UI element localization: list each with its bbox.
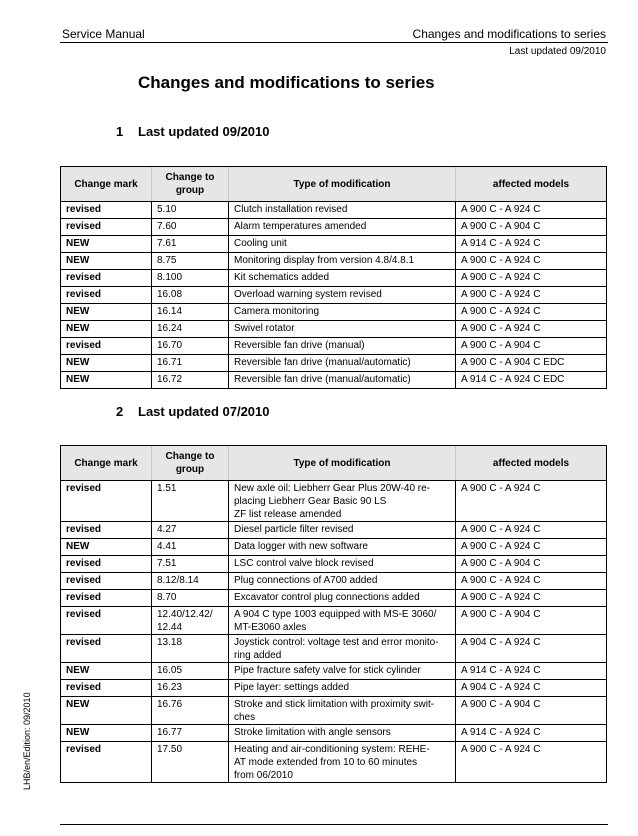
group-cell: 8.70 — [152, 590, 229, 607]
change-mark-cell: revised — [61, 270, 152, 287]
models-cell: A 900 C - A 924 C — [456, 481, 607, 522]
modification-cell: Swivel rotator — [229, 321, 456, 338]
group-cell: 8.75 — [152, 253, 229, 270]
models-cell: A 900 C - A 924 C — [456, 304, 607, 321]
table-row — [61, 680, 607, 697]
change-mark-cell: revised — [61, 635, 152, 663]
modification-cell: Kit schematics added — [229, 270, 456, 287]
table-row — [61, 372, 607, 389]
table-row — [61, 635, 607, 663]
group-cell: 12.40/12.42/ 12.44 — [152, 607, 229, 635]
table-row — [61, 607, 607, 635]
change-mark-cell: NEW — [61, 539, 152, 556]
section-title: Last updated 07/2010 — [138, 404, 270, 419]
change-mark-cell: NEW — [61, 697, 152, 725]
change-mark-cell: revised — [61, 573, 152, 590]
edition-side-text: LHB/en/Edition: 09/2010 — [22, 692, 32, 790]
column-header: Change to group — [152, 167, 229, 202]
table-row — [61, 725, 607, 742]
change-mark-cell: revised — [61, 607, 152, 635]
column-header: affected models — [456, 167, 607, 202]
modification-cell: Heating and air-conditioning system: REHE- AT mode extended from 10 to 60 minutes from 06/2010 — [229, 742, 456, 783]
models-cell: A 900 C - A 904 C — [456, 219, 607, 236]
models-cell: A 904 C - A 924 C — [456, 635, 607, 663]
header-divider — [60, 42, 608, 43]
modification-cell: Joystick control: voltage test and error monito- ring added — [229, 635, 456, 663]
group-cell: 16.23 — [152, 680, 229, 697]
modification-cell: LSC control valve block revised — [229, 556, 456, 573]
change-mark-cell: revised — [61, 338, 152, 355]
table-row — [61, 287, 607, 304]
section-number: 2 — [116, 404, 124, 419]
change-mark-cell: NEW — [61, 725, 152, 742]
change-mark-cell: revised — [61, 287, 152, 304]
table-row — [61, 202, 607, 219]
modification-cell: New axle oil: Liebherr Gear Plus 20W-40 re- placing Liebherr Gear Basic 90 LS ZF list release amended — [229, 481, 456, 522]
change-mark-cell: revised — [61, 680, 152, 697]
section-number: 1 — [116, 124, 124, 139]
models-cell: A 900 C - A 904 C EDC — [456, 355, 607, 372]
change-mark-cell: NEW — [61, 321, 152, 338]
page-title: Changes and modifications to series — [138, 73, 435, 92]
group-cell: 7.61 — [152, 236, 229, 253]
models-cell: A 900 C - A 924 C — [456, 270, 607, 287]
models-cell: A 900 C - A 904 C — [456, 556, 607, 573]
column-header: Change to group — [152, 446, 229, 481]
group-cell: 4.41 — [152, 539, 229, 556]
modification-cell: Data logger with new software — [229, 539, 456, 556]
modification-cell: Cooling unit — [229, 236, 456, 253]
modification-cell: Clutch installation revised — [229, 202, 456, 219]
modification-cell: Diesel particle filter revised — [229, 522, 456, 539]
modification-cell: Pipe fracture safety valve for stick cylinder — [229, 663, 456, 680]
table-row — [61, 573, 607, 590]
change-mark-cell: revised — [61, 522, 152, 539]
table-row — [61, 590, 607, 607]
group-cell: 16.05 — [152, 663, 229, 680]
column-header: Change mark — [61, 446, 152, 481]
group-cell: 5.10 — [152, 202, 229, 219]
section-title: Last updated 09/2010 — [138, 124, 270, 139]
table-row — [61, 663, 607, 680]
section-heading — [116, 404, 270, 419]
change-mark-cell: revised — [61, 590, 152, 607]
group-cell: 16.24 — [152, 321, 229, 338]
table-row — [61, 742, 607, 783]
models-cell: A 900 C - A 924 C — [456, 522, 607, 539]
models-cell: A 904 C - A 924 C — [456, 680, 607, 697]
header-right: Changes and modifications to series — [412, 27, 606, 41]
column-header: Change mark — [61, 167, 152, 202]
group-cell: 8.100 — [152, 270, 229, 287]
table-row — [61, 539, 607, 556]
table-row — [61, 697, 607, 725]
modification-cell: Excavator control plug connections added — [229, 590, 456, 607]
models-cell: A 900 C - A 924 C — [456, 742, 607, 783]
modification-cell: Plug connections of A700 added — [229, 573, 456, 590]
models-cell: A 900 C - A 904 C — [456, 338, 607, 355]
modification-cell: Pipe layer: settings added — [229, 680, 456, 697]
models-cell: A 914 C - A 924 C — [456, 663, 607, 680]
table-row — [61, 270, 607, 287]
change-mark-cell: NEW — [61, 355, 152, 372]
column-header: Type of modification — [229, 167, 456, 202]
table-row — [61, 355, 607, 372]
modification-cell: Reversible fan drive (manual/automatic) — [229, 372, 456, 389]
modification-cell: Reversible fan drive (manual/automatic) — [229, 355, 456, 372]
models-cell: A 900 C - A 904 C — [456, 697, 607, 725]
column-header: Type of modification — [229, 446, 456, 481]
changes-table — [60, 445, 607, 783]
table-row — [61, 304, 607, 321]
table-row — [61, 481, 607, 522]
header-left: Service Manual — [62, 27, 145, 41]
group-cell: 16.77 — [152, 725, 229, 742]
change-mark-cell: revised — [61, 556, 152, 573]
modification-cell: Overload warning system revised — [229, 287, 456, 304]
group-cell: 7.60 — [152, 219, 229, 236]
models-cell: A 914 C - A 924 C EDC — [456, 372, 607, 389]
column-header: affected models — [456, 446, 607, 481]
modification-cell: Stroke and stick limitation with proximity swit- ches — [229, 697, 456, 725]
group-cell: 13.18 — [152, 635, 229, 663]
models-cell: A 900 C - A 924 C — [456, 590, 607, 607]
group-cell: 16.14 — [152, 304, 229, 321]
change-mark-cell: revised — [61, 219, 152, 236]
table-row — [61, 338, 607, 355]
models-cell: A 900 C - A 924 C — [456, 539, 607, 556]
table-row — [61, 253, 607, 270]
models-cell: A 900 C - A 924 C — [456, 287, 607, 304]
group-cell: 17.50 — [152, 742, 229, 783]
models-cell: A 900 C - A 924 C — [456, 253, 607, 270]
group-cell: 16.08 — [152, 287, 229, 304]
models-cell: A 900 C - A 924 C — [456, 202, 607, 219]
modification-cell: Camera monitoring — [229, 304, 456, 321]
models-cell: A 900 C - A 924 C — [456, 573, 607, 590]
group-cell: 8.12/8.14 — [152, 573, 229, 590]
change-mark-cell: NEW — [61, 372, 152, 389]
group-cell: 16.70 — [152, 338, 229, 355]
models-cell: A 900 C - A 924 C — [456, 321, 607, 338]
change-mark-cell: NEW — [61, 304, 152, 321]
modification-cell: Stroke limitation with angle sensors — [229, 725, 456, 742]
group-cell: 4.27 — [152, 522, 229, 539]
change-mark-cell: NEW — [61, 236, 152, 253]
group-cell: 16.71 — [152, 355, 229, 372]
change-mark-cell: NEW — [61, 663, 152, 680]
table-row — [61, 236, 607, 253]
change-mark-cell: NEW — [61, 253, 152, 270]
modification-cell: Monitoring display from version 4.8/4.8.1 — [229, 253, 456, 270]
section-heading — [116, 124, 270, 139]
modification-cell: Reversible fan drive (manual) — [229, 338, 456, 355]
footer-divider — [60, 824, 608, 825]
models-cell: A 914 C - A 924 C — [456, 236, 607, 253]
changes-table — [60, 166, 607, 389]
table-header-row — [61, 167, 607, 202]
table-row — [61, 522, 607, 539]
group-cell: 16.72 — [152, 372, 229, 389]
change-mark-cell: revised — [61, 202, 152, 219]
models-cell: A 900 C - A 904 C — [456, 607, 607, 635]
modification-cell: A 904 C type 1003 equipped with MS-E 3060/ MT-E3060 axles — [229, 607, 456, 635]
change-mark-cell: revised — [61, 481, 152, 522]
models-cell: A 914 C - A 924 C — [456, 725, 607, 742]
table-row — [61, 321, 607, 338]
table-header-row — [61, 446, 607, 481]
group-cell: 1.51 — [152, 481, 229, 522]
header-last-updated: Last updated 09/2010 — [509, 46, 606, 57]
modification-cell: Alarm temperatures amended — [229, 219, 456, 236]
change-mark-cell: revised — [61, 742, 152, 783]
group-cell: 16.76 — [152, 697, 229, 725]
table-row — [61, 219, 607, 236]
group-cell: 7.51 — [152, 556, 229, 573]
table-row — [61, 556, 607, 573]
